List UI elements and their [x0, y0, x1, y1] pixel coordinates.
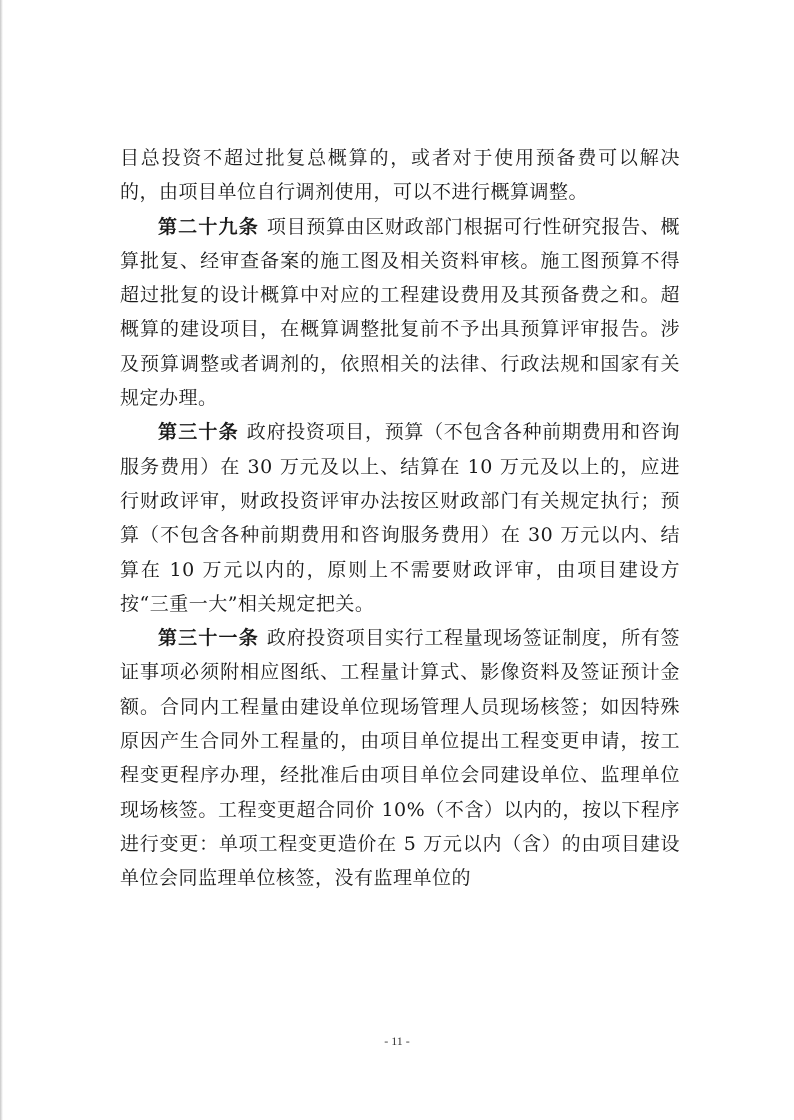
article-title: 第三十条 — [158, 421, 239, 444]
article-text: 政府投资项目，预算（不包含各种前期费用和咨询服务费用）在 30 万元及以上、结算在 10 万元及以上的，应进行财政评审，财政投资评审办法按区财政部门有关规定执行；预算（不包含各种前期费用和咨询服务费用）在 30 万元以内、结算在 10 万元以内的，原则上不需要财政评审，由项目建设方按“三重一大”相关规定把关。 — [120, 421, 680, 615]
article-text: 政府投资项目实行工程量现场签证制度，所有签证事项必须附相应图纸、工程量计算式、影像资料及签证预计金额。合同内工程量由建设单位现场管理人员现场核签；如因特殊原因产生合同外工程量的，由项目单位提出工程变更申请，按工程变更程序办理，经批准后由项目单位会同建设单位、监理单位现场核签。工程变更超合同价 10%（不含）以内的，按以下程序进行变更：单项工程变更造价在 5 万元以内（含）的由项目建设单位会同监理单位核签，没有监理单位的 — [120, 627, 680, 890]
paragraph-continuation — [120, 141, 680, 210]
article-title: 第二十九条 — [158, 215, 259, 238]
document-body — [120, 141, 680, 896]
paragraph-text: 目总投资不超过批复总概算的，或者对于使用预备费可以解决的，由项目单位自行调剂使用，可以不进行概算调整。 — [120, 147, 680, 204]
scan-edge — [0, 0, 3, 1120]
article-30 — [120, 415, 680, 621]
article-31 — [120, 621, 680, 895]
page-number: - 11 - — [384, 1034, 410, 1048]
article-text: 项目预算由区财政部门根据可行性研究报告、概算批复、经审查备案的施工图及相关资料审核。施工图预算不得超过批复的设计概算中对应的工程建设费用及其预备费之和。超概算的建设项目，在概算调整批复前不予出具预算评审报告。涉及预算调整或者调剂的，依照相关的法律、行政法规和国家有关规定办理。 — [120, 215, 680, 410]
article-29 — [120, 210, 680, 416]
article-title: 第三十一条 — [158, 627, 259, 650]
